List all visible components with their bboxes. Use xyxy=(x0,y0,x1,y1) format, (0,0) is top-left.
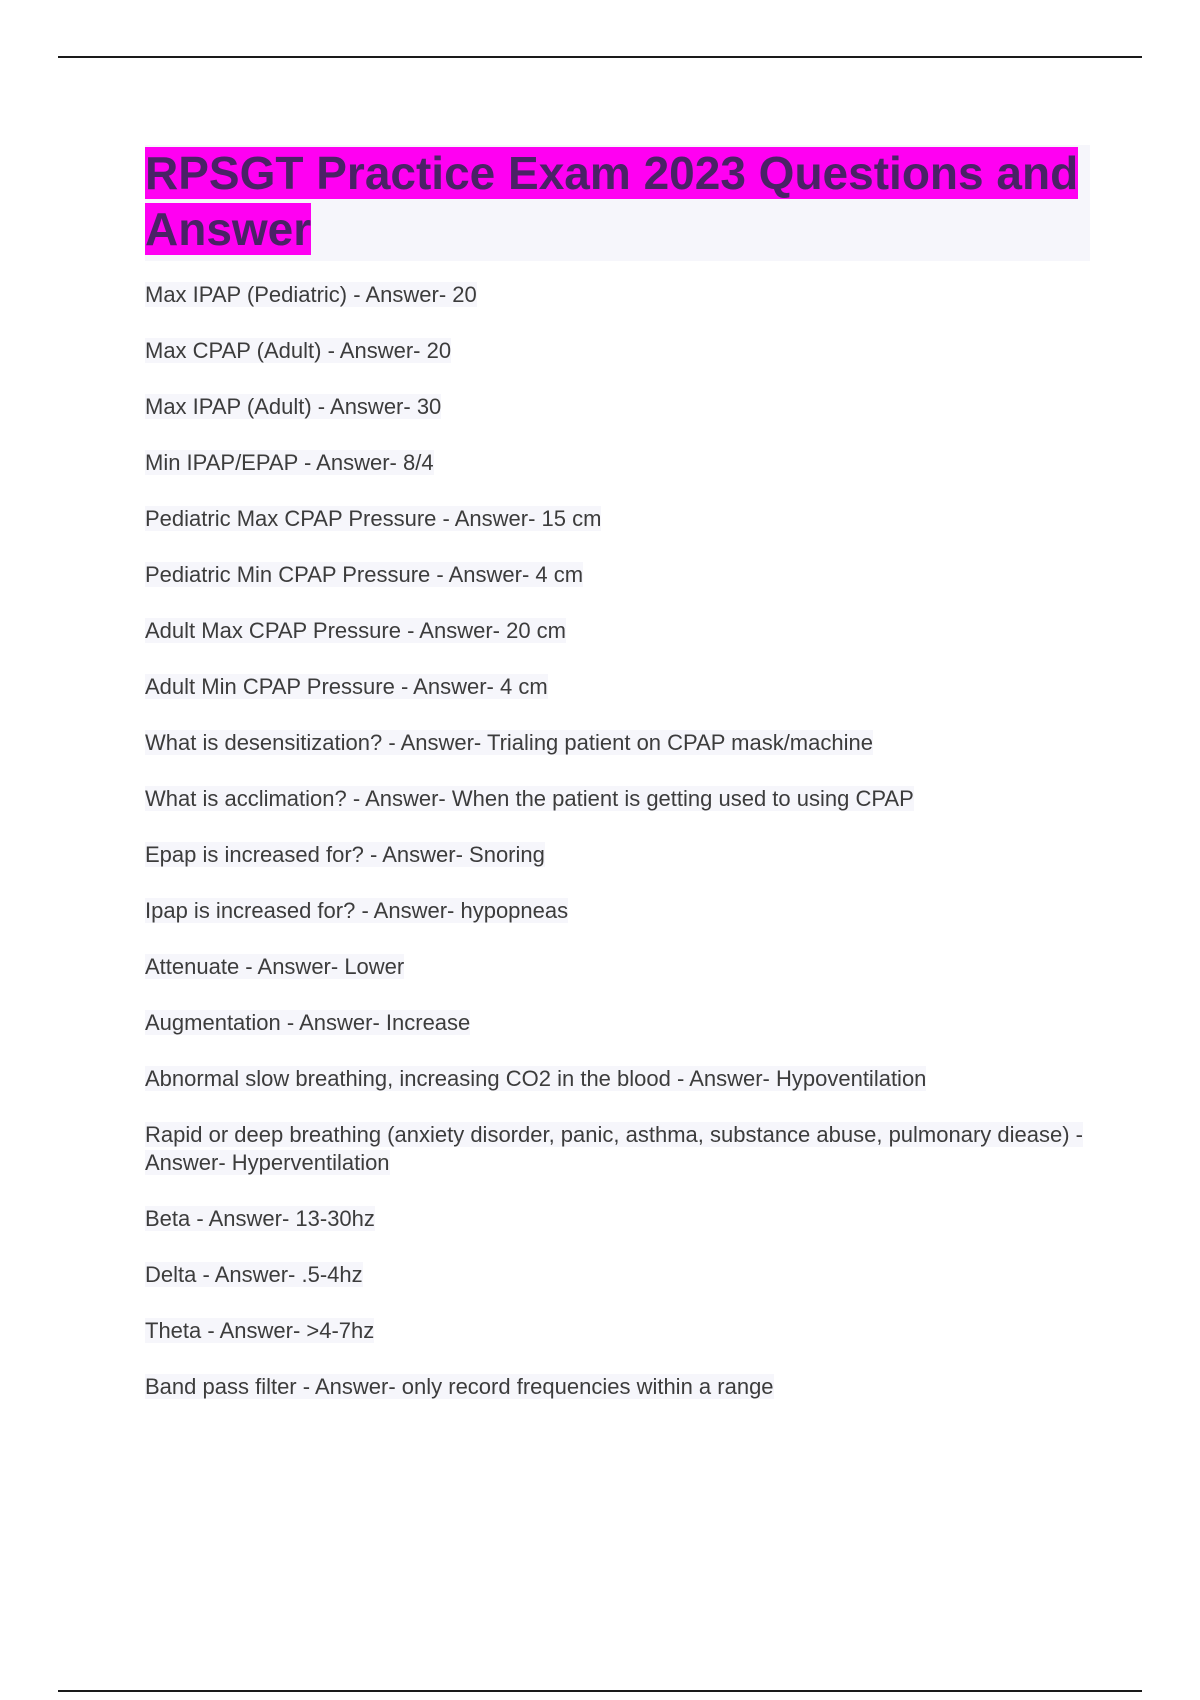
qa-item xyxy=(145,785,1090,813)
qa-item xyxy=(145,1205,1090,1233)
qa-item-text: Theta - Answer- >4-7hz xyxy=(145,1318,375,1343)
qa-item xyxy=(145,897,1090,925)
qa-item xyxy=(145,1261,1090,1289)
qa-item-text: Pediatric Min CPAP Pressure - Answer- 4 cm xyxy=(145,562,584,587)
document-title xyxy=(145,145,1090,257)
qa-item-text: Ipap is increased for? - Answer- hypopneas xyxy=(145,898,569,923)
bottom-rule xyxy=(58,1690,1142,1692)
qa-item-text: Adult Min CPAP Pressure - Answer- 4 cm xyxy=(145,674,548,699)
qa-item xyxy=(145,841,1090,869)
document-title-text: RPSGT Practice Exam 2023 Questions and Answer xyxy=(145,147,1079,255)
qa-item-text: Band pass filter - Answer- only record frequencies within a range xyxy=(145,1374,774,1399)
qa-item xyxy=(145,1317,1090,1345)
qa-item-text: Min IPAP/EPAP - Answer- 8/4 xyxy=(145,450,434,475)
qa-item xyxy=(145,1065,1090,1093)
qa-item-text: Rapid or deep breathing (anxiety disorder, panic, asthma, substance abuse, pulmonary diease) - Answer- Hyperventilation xyxy=(145,1122,1083,1175)
qa-item-text: Beta - Answer- 13-30hz xyxy=(145,1206,375,1231)
qa-item xyxy=(145,953,1090,981)
qa-item xyxy=(145,393,1090,421)
qa-item-text: What is acclimation? - Answer- When the patient is getting used to using CPAP xyxy=(145,786,914,811)
qa-item xyxy=(145,617,1090,645)
qa-item-text: Abnormal slow breathing, increasing CO2 in the blood - Answer- Hypoventilation xyxy=(145,1066,927,1091)
qa-item-text: Augmentation - Answer- Increase xyxy=(145,1010,471,1035)
qa-item-text: Pediatric Max CPAP Pressure - Answer- 15 cm xyxy=(145,506,602,531)
qa-item-text: Delta - Answer- .5-4hz xyxy=(145,1262,363,1287)
qa-item-text: Epap is increased for? - Answer- Snoring xyxy=(145,842,545,867)
document-body xyxy=(145,145,1090,1429)
title-block xyxy=(145,145,1090,261)
qa-item xyxy=(145,337,1090,365)
qa-item xyxy=(145,729,1090,757)
top-rule xyxy=(58,56,1142,58)
qa-item-text: Attenuate - Answer- Lower xyxy=(145,954,405,979)
qa-item-text: Max IPAP (Adult) - Answer- 30 xyxy=(145,394,442,419)
qa-item-text: What is desensitization? - Answer- Trialing patient on CPAP mask/machine xyxy=(145,730,873,755)
qa-item-text: Max IPAP (Pediatric) - Answer- 20 xyxy=(145,282,477,307)
qa-item-text: Max CPAP (Adult) - Answer- 20 xyxy=(145,338,452,363)
qa-item xyxy=(145,1121,1090,1177)
qa-item xyxy=(145,505,1090,533)
qa-item xyxy=(145,1373,1090,1401)
qa-item xyxy=(145,561,1090,589)
qa-item xyxy=(145,281,1090,309)
qa-list xyxy=(145,281,1090,1401)
qa-item xyxy=(145,673,1090,701)
qa-item xyxy=(145,1009,1090,1037)
qa-item xyxy=(145,449,1090,477)
qa-item-text: Adult Max CPAP Pressure - Answer- 20 cm xyxy=(145,618,566,643)
